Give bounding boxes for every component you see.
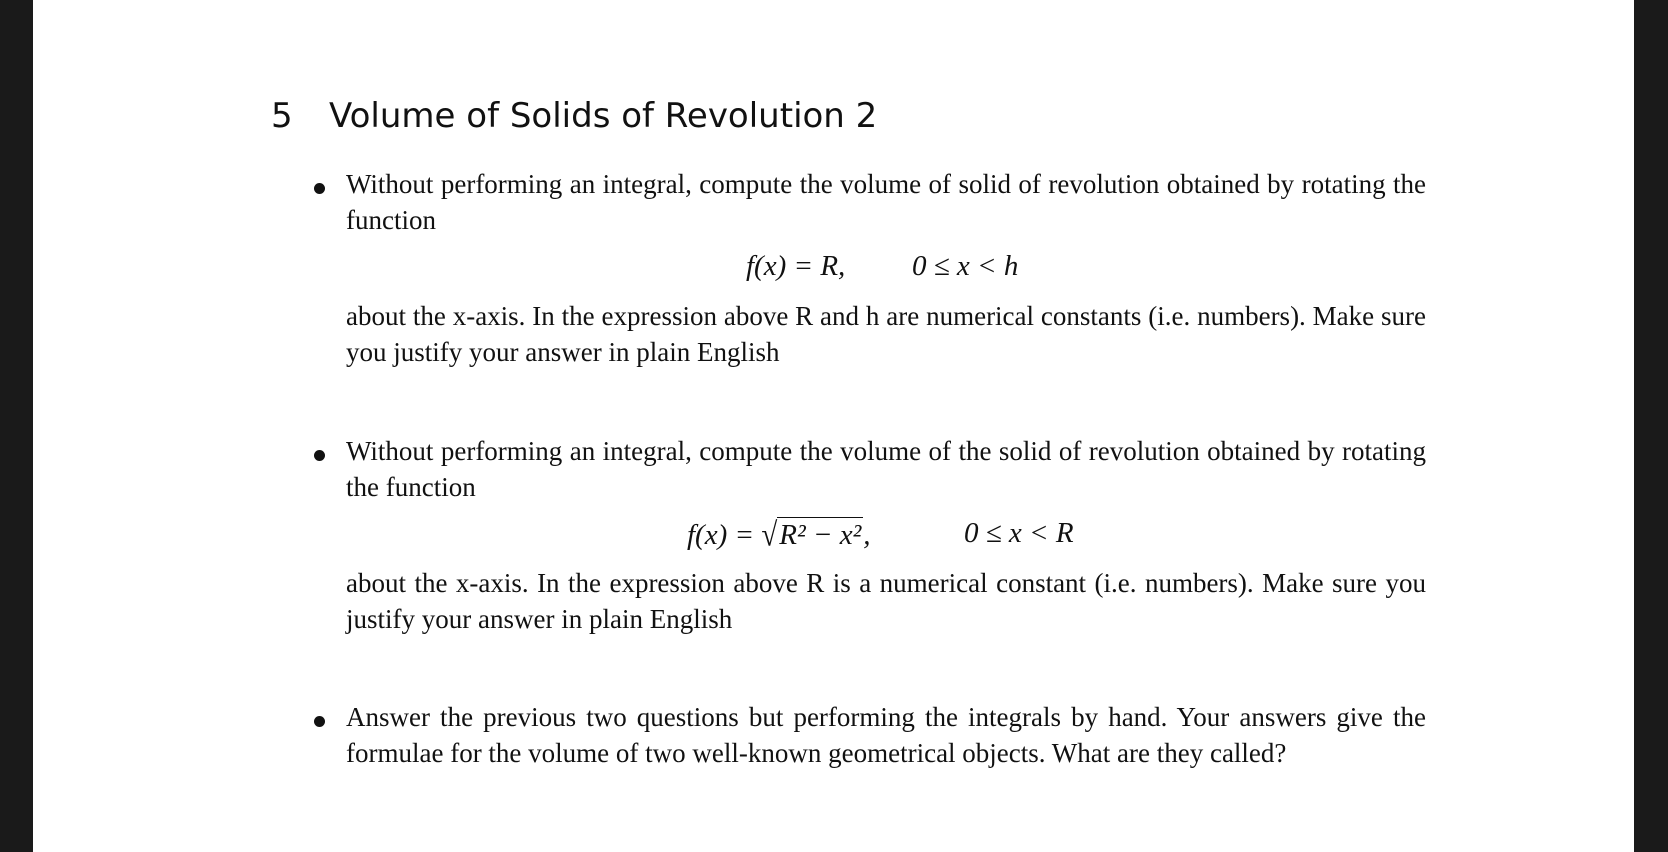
section-title: Volume of Solids of Revolution 2 bbox=[329, 96, 878, 136]
section-heading bbox=[271, 92, 877, 140]
sqrt-expression: √R² − x² bbox=[761, 516, 862, 554]
question-details: about the x-axis. In the expression above R is a numerical constant (i.e. numbers). Make sure you justify your answer in plain English bbox=[346, 568, 1426, 634]
list-item bbox=[346, 433, 1426, 637]
section-number: 5 bbox=[271, 96, 293, 136]
equation bbox=[346, 505, 1426, 565]
equation-domain: 0 ≤ x < h bbox=[912, 250, 1019, 282]
equation-lhs: f(x) = R, bbox=[746, 250, 846, 282]
document-page bbox=[33, 0, 1634, 852]
equation bbox=[346, 238, 1426, 298]
bullet-icon bbox=[314, 450, 325, 461]
question-intro: Without performing an integral, compute the volume of the solid of revolution obtained by rotating the function bbox=[346, 436, 1426, 502]
equation-lhs: f(x) = √R² − x², bbox=[687, 516, 871, 554]
bullet-icon bbox=[314, 716, 325, 727]
question-details: about the x-axis. In the expression above R and h are numerical constants (i.e. numbers). Make sure you justify your answer in plain English bbox=[346, 301, 1426, 367]
bullet-icon bbox=[314, 183, 325, 194]
question-intro: Without performing an integral, compute the volume of solid of revolution obtained by rotating the function bbox=[346, 169, 1426, 235]
sqrt-icon: √ bbox=[761, 516, 778, 554]
question-intro: Answer the previous two questions but performing the integrals by hand. Your answers give the formulae for the volume of two well-known geometrical objects. What are they called? bbox=[346, 702, 1426, 768]
equation-domain: 0 ≤ x < R bbox=[964, 517, 1074, 549]
list-item bbox=[346, 166, 1426, 370]
list-item bbox=[346, 699, 1426, 771]
